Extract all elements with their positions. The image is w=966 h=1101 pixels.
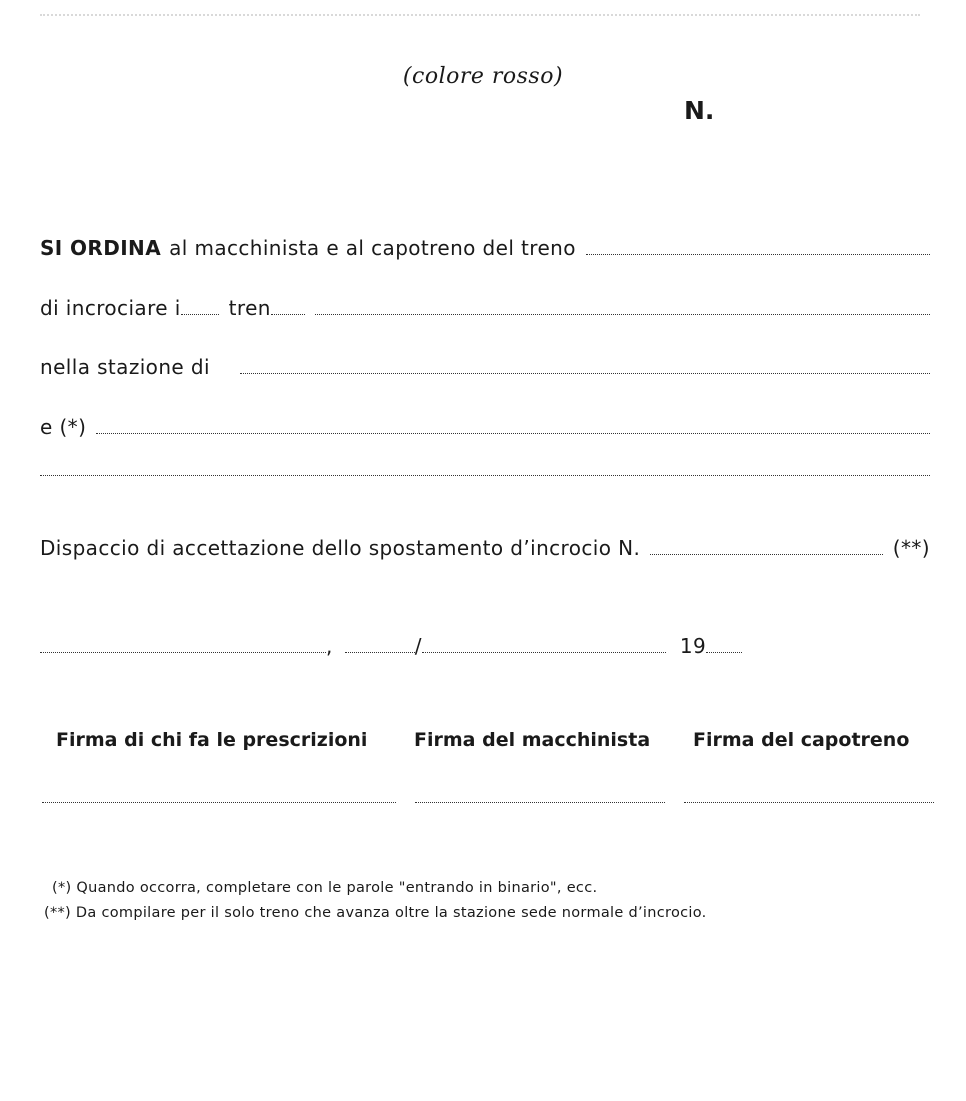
color-note: (colore rosso)	[402, 64, 564, 89]
month-field[interactable]	[422, 652, 666, 653]
and-field[interactable]	[96, 433, 930, 434]
day-field[interactable]	[345, 652, 415, 653]
place-field[interactable]	[40, 652, 326, 653]
crossing-text-a: di incrociare i	[40, 296, 181, 320]
crossing-trains-field[interactable]	[315, 314, 930, 315]
crossing-line	[40, 296, 930, 320]
form-number-label: N.	[684, 96, 715, 125]
dispatch-number-field[interactable]	[650, 554, 883, 555]
driver-signature-label: Firma del macchinista	[414, 729, 651, 751]
dispatch-note: (**)	[892, 536, 930, 560]
order-bold-text: SI ORDINA	[40, 236, 162, 260]
dispatch-text: Dispaccio di accettazione dello spostamento d’incrocio N.	[40, 536, 641, 560]
top-edge-speckle	[40, 14, 920, 22]
crossing-text-b: tren	[228, 296, 271, 320]
date-slash: /	[414, 634, 422, 658]
station-field[interactable]	[240, 373, 930, 374]
extra-field[interactable]	[40, 475, 930, 476]
station-text: nella stazione di	[40, 355, 210, 379]
year-field[interactable]	[706, 652, 742, 653]
driver-signature-field[interactable]	[415, 802, 665, 803]
prescriber-signature-label: Firma di chi fa le prescrizioni	[56, 729, 368, 751]
station-line	[40, 355, 930, 379]
and-note-text: e (*)	[40, 415, 87, 439]
date-comma: ,	[326, 634, 333, 658]
prescriber-signature-field[interactable]	[42, 802, 396, 803]
blank-line	[40, 475, 930, 497]
conductor-signature-field[interactable]	[684, 802, 934, 803]
order-line	[40, 236, 930, 260]
order-text: al macchinista e al capotreno del treno	[169, 236, 576, 260]
footnote-1: (*) Quando occorra, completare con le parole "entrando in binario", ecc.	[52, 880, 598, 896]
footnote-2: (**) Da compilare per il solo treno che avanza oltre la stazione sede normale d’incrocio.	[44, 905, 707, 921]
conductor-signature-label: Firma del capotreno	[693, 729, 910, 751]
train-number-field[interactable]	[586, 254, 930, 255]
train-suffix-field[interactable]	[271, 314, 305, 315]
year-prefix: 19	[679, 634, 707, 658]
and-line	[40, 415, 930, 439]
date-line	[40, 634, 760, 658]
dispatch-line	[40, 536, 930, 560]
article-suffix-field[interactable]	[181, 314, 219, 315]
